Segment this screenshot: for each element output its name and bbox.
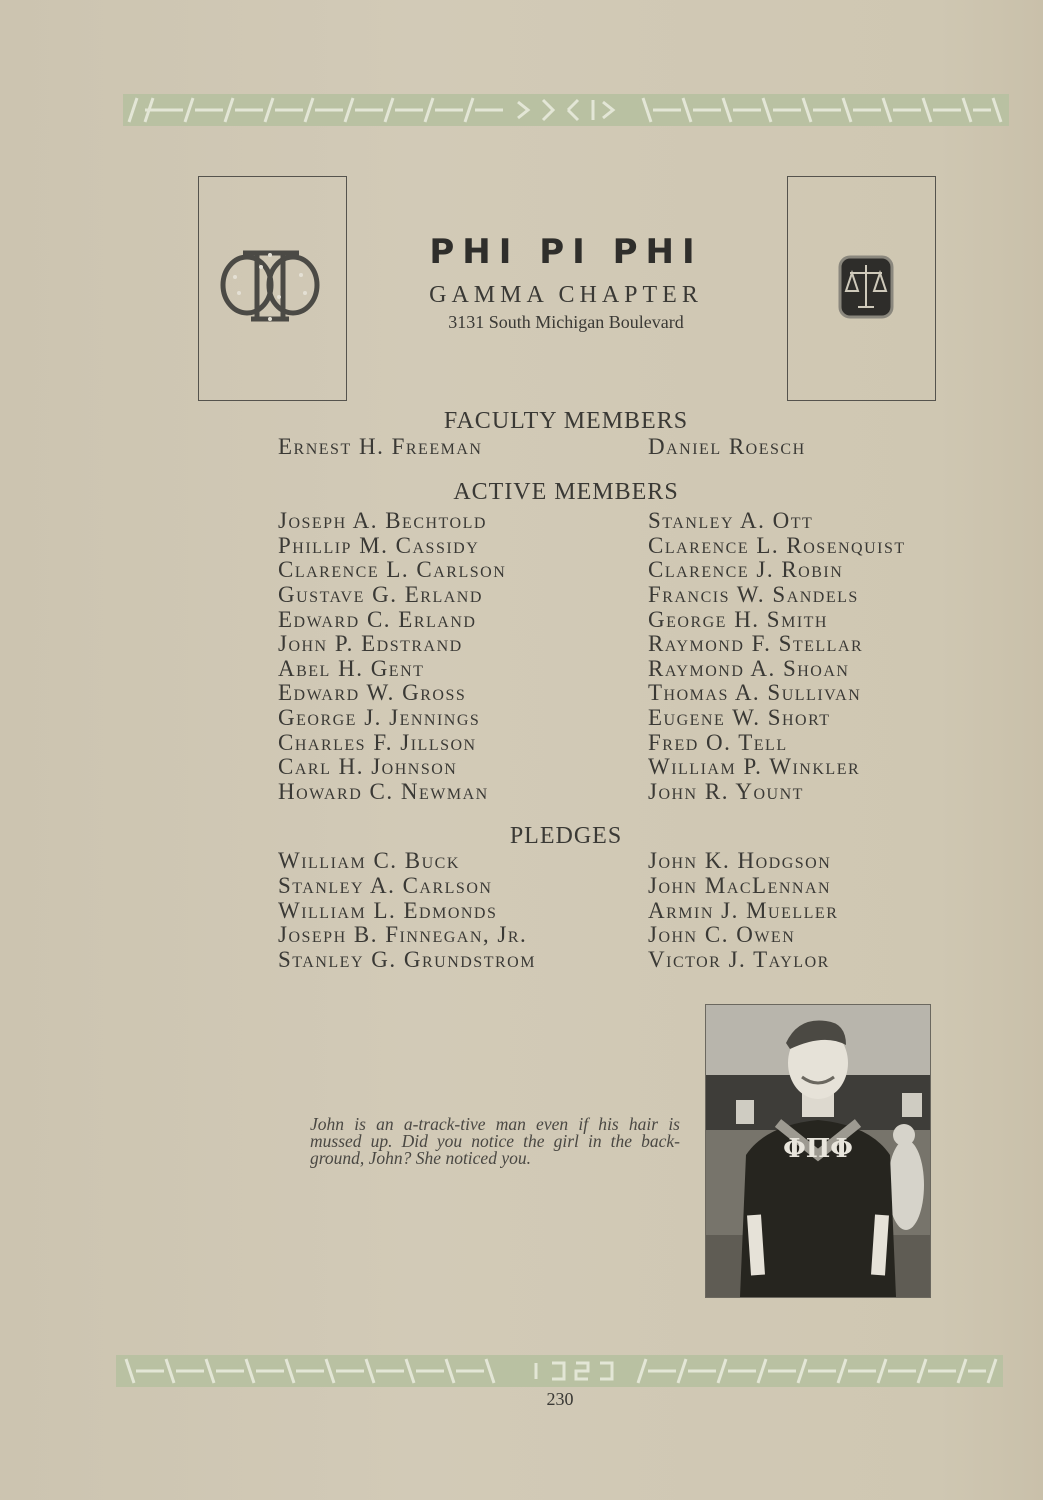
member-photo-illustration <box>706 1005 930 1297</box>
pledge-right: John K. Hodgson <box>648 848 832 873</box>
bottom-decorative-banner <box>116 1355 1003 1387</box>
pledge-left: Stanley G. Grundstrom <box>278 947 536 972</box>
photo-caption: John is an a-track-tive man even if his hair is mussed up. Did you notice the girl in the back-ground, John? She noticed you. <box>310 1114 680 1168</box>
top-decorative-banner <box>123 94 1009 126</box>
active-member-left: George J. Jennings <box>278 705 481 730</box>
faculty-member: Ernest H. Freeman <box>278 434 483 459</box>
sweater-letters: ΦΠΦ <box>783 1134 853 1164</box>
active-member-left: Abel H. Gent <box>278 656 425 681</box>
chapter-address: 3131 South Michigan Boulevard <box>448 312 684 332</box>
pledge-left: Joseph B. Finnegan, Jr. <box>278 922 528 947</box>
active-member-left: Edward C. Erland <box>278 607 477 632</box>
pin-frame-right <box>787 176 936 401</box>
pledge-left: Stanley A. Carlson <box>278 873 493 898</box>
active-member-right: Thomas A. Sullivan <box>648 680 862 705</box>
member-photo <box>705 1004 931 1298</box>
pledge-right: Armin J. Mueller <box>648 898 839 923</box>
active-member-right: William P. Winkler <box>648 754 861 779</box>
pledge-right: John MacLennan <box>648 873 832 898</box>
active-member-right: Clarence L. Rosenquist <box>648 533 906 558</box>
pledges-heading: PLEDGES <box>509 823 623 849</box>
active-member-left: Howard C. Newman <box>278 779 489 804</box>
page-number: 230 <box>546 1389 574 1409</box>
active-member-right: Francis W. Sandels <box>648 582 859 607</box>
active-member-left: Phillip M. Cassidy <box>278 533 480 558</box>
active-member-right: John R. Yount <box>648 779 804 804</box>
active-member-right: George H. Smith <box>648 607 828 632</box>
faculty-heading: FACULTY MEMBERS <box>443 408 689 434</box>
active-member-left: Joseph A. Bechtold <box>278 508 487 533</box>
pledge-left: William L. Edmonds <box>278 898 498 923</box>
pledge-right: John C. Owen <box>648 922 796 947</box>
active-member-left: Charles F. Jillson <box>278 730 477 755</box>
active-member-left: Carl H. Johnson <box>278 754 458 779</box>
active-member-left: Clarence L. Carlson <box>278 557 507 582</box>
fraternity-title: PHI PI PHI <box>429 232 703 272</box>
scales-pin-icon <box>838 255 894 319</box>
pledge-right: Victor J. Taylor <box>648 947 830 972</box>
fraternity-monogram-icon <box>215 247 325 327</box>
chapter-name: GAMMA CHAPTER <box>429 282 703 308</box>
pledge-left: William C. Buck <box>278 848 460 873</box>
active-member-right: Stanley A. Ott <box>648 508 814 533</box>
active-member-right: Clarence J. Robin <box>648 557 844 582</box>
active-member-right: Raymond A. Shoan <box>648 656 850 681</box>
crest-frame-left <box>198 176 347 401</box>
active-member-right: Raymond F. Stellar <box>648 631 864 656</box>
active-member-left: John P. Edstrand <box>278 631 463 656</box>
active-member-left: Gustave G. Erland <box>278 582 483 607</box>
active-members-heading: ACTIVE MEMBERS <box>453 479 679 505</box>
active-member-right: Fred O. Tell <box>648 730 788 755</box>
faculty-member: Daniel Roesch <box>648 434 806 459</box>
active-member-left: Edward W. Gross <box>278 680 467 705</box>
active-member-right: Eugene W. Short <box>648 705 831 730</box>
